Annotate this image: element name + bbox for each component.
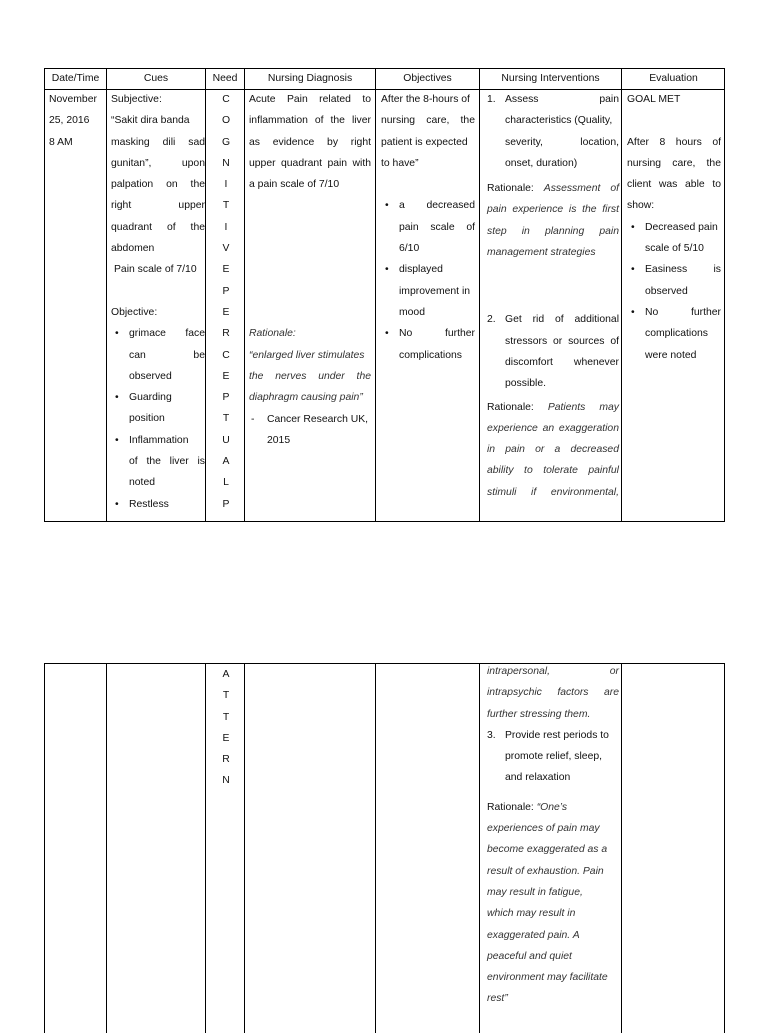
rationale-label: Rationale:: [249, 328, 296, 340]
need-letter: E: [222, 732, 230, 744]
objective-item: • Inflammation of the liver is noted: [111, 430, 205, 494]
rationale-text: experience an exaggeration: [487, 422, 619, 434]
cues-cell: [111, 89, 205, 515]
rationale-text: intrapsychic factors are: [487, 687, 619, 699]
rationale-text: intrapersonal, or: [487, 666, 619, 677]
rationale-text: peaceful and quiet: [487, 950, 572, 962]
rationale-text: step in planning pain: [487, 225, 619, 237]
date-line: 25, 2016: [49, 115, 90, 127]
column-divider: [621, 69, 622, 521]
evaluation-cell: [627, 89, 721, 366]
need-letter: I: [224, 221, 228, 233]
header-cues: Cues: [143, 73, 169, 84]
column-divider: [244, 69, 245, 521]
rationale-text: Rationale: Patients may: [487, 401, 619, 413]
objective-item: • Restless: [111, 494, 205, 515]
header-need: Need: [212, 73, 238, 84]
header-nursing-diagnosis: Nursing Diagnosis: [267, 73, 353, 84]
intervention-item: 3. Provide rest periods to promote relief, sleep, and relaxation: [487, 729, 609, 784]
subjective-text: palpation on the: [111, 179, 205, 191]
need-letter: R: [222, 754, 230, 766]
diagnosis-text: a pain scale of 7/10: [249, 179, 340, 191]
header-objectives: Objectives: [403, 73, 452, 84]
rationale-text: experiences of pain may: [487, 823, 600, 835]
need-letter: T: [222, 200, 230, 212]
column-divider: [106, 69, 107, 521]
rationale-text: which may result in: [487, 908, 576, 920]
evaluation-text: show:: [627, 200, 655, 212]
objective-goal-item: • a decreased pain scale of 6/10: [381, 195, 475, 259]
column-divider: [106, 664, 107, 1033]
subjective-text: gunitan”, upon: [111, 157, 205, 169]
subjective-text: right upper: [111, 200, 205, 212]
rationale-text: stimuli if environmental,: [487, 486, 619, 498]
objectives-text: to have”: [381, 157, 419, 169]
evaluation-text: nursing care, the: [627, 157, 721, 169]
need-letter: O: [221, 115, 231, 127]
rationale-text: further stressing them.: [487, 708, 591, 720]
need-letter: E: [222, 306, 230, 318]
rationale-text: rest”: [487, 993, 508, 1005]
column-divider: [244, 664, 245, 1033]
table-header-row: [45, 69, 724, 90]
column-divider: [479, 664, 480, 1033]
diagnosis-text: Acute Pain related to: [249, 94, 371, 105]
rationale-label: Rationale:: [487, 801, 534, 813]
need-letter: N: [222, 157, 230, 169]
need-letter: P: [222, 498, 230, 510]
rationale-text: “enlarged liver stimulates: [249, 349, 365, 361]
need-letter: R: [222, 328, 230, 340]
objectives-cell: [381, 89, 475, 366]
subjective-text: “Sakit dira banda: [111, 115, 190, 127]
rationale-text: result of exhaustion. Pain: [487, 865, 604, 877]
need-cell: [208, 89, 244, 515]
need-cell: [208, 664, 244, 792]
need-letter: E: [222, 370, 230, 382]
evaluation-item: • Easiness is observed: [627, 259, 721, 302]
need-letter: E: [222, 264, 230, 276]
interventions-cell: [487, 89, 619, 503]
objective-goal-item: • No further complications: [381, 323, 475, 366]
date-line: November: [49, 94, 97, 105]
need-letter: T: [222, 690, 230, 702]
rationale-label: Rationale:: [487, 401, 534, 413]
care-plan-table-1: [44, 68, 725, 522]
subjective-label: Subjective:: [111, 94, 162, 105]
rationale-text: environment may facilitate: [487, 972, 608, 984]
goal-status: GOAL MET: [627, 94, 681, 105]
need-letter: A: [222, 456, 230, 468]
subjective-text: quadrant of the: [111, 221, 205, 233]
need-letter: P: [222, 392, 230, 404]
need-letter: V: [222, 243, 230, 255]
need-letter: I: [224, 179, 228, 191]
need-letter: C: [222, 349, 230, 361]
column-divider: [479, 69, 480, 521]
objective-item: • Guarding position: [111, 387, 205, 430]
rationale-text: Rationale: Assessment of: [487, 183, 619, 195]
header-date-time: Date/Time: [51, 73, 100, 84]
rationale-text: diaphragm causing pain”: [249, 392, 363, 404]
need-letter: C: [222, 94, 230, 105]
rationale-text: Rationale: “One’s: [487, 801, 568, 813]
header-evaluation: Evaluation: [649, 73, 698, 84]
time-line: 8 AM: [49, 136, 73, 148]
rationale-text: ability to tolerate painful: [487, 465, 619, 477]
pain-scale-text: Pain scale of 7/10: [114, 264, 197, 276]
objective-goal-item: • displayed improvement in mood: [381, 259, 475, 323]
column-divider: [205, 69, 206, 521]
objectives-text: nursing care, the: [381, 115, 475, 127]
need-letter: P: [222, 285, 230, 297]
need-letter: G: [221, 136, 231, 148]
rationale-text: management strategies: [487, 247, 596, 259]
evaluation-item: • No further complications were noted: [627, 302, 721, 366]
rationale-text: may result in fatigue,: [487, 886, 583, 898]
date-time-cell: [49, 89, 105, 153]
need-letter: A: [222, 669, 230, 680]
need-letter: T: [222, 413, 230, 425]
rationale-text: in pain or a decreased: [487, 444, 619, 456]
objectives-text: patient is expected: [381, 136, 468, 148]
objective-item: • grimace face can be observed: [111, 323, 205, 387]
need-letter: T: [222, 711, 230, 723]
diagnosis-text: as evidence by right: [249, 136, 371, 148]
objective-label: Objective:: [111, 306, 158, 318]
rationale-text: the nerves under the: [249, 371, 371, 383]
evaluation-text: After 8 hours of: [627, 136, 721, 148]
need-letter: N: [222, 775, 230, 787]
need-letter: U: [222, 434, 230, 446]
rationale-text: pain experience is the first: [487, 204, 619, 216]
intervention-item: 1. Assess pain characteristics (Quality, severity, location, onset, duration): [487, 94, 619, 169]
objectives-text: After the 8-hours of: [381, 94, 470, 105]
intervention-item: 2. Get rid of additional stressors or sources of discomfort whenever possible.: [487, 314, 619, 390]
diagnosis-text: upper quadrant pain with: [249, 157, 371, 169]
care-plan-table-2: [44, 663, 725, 1033]
subjective-text: abdomen: [111, 243, 155, 255]
evaluation-text: client was able to: [627, 179, 721, 191]
column-divider: [205, 664, 206, 1033]
need-letter: L: [223, 477, 229, 489]
diagnosis-cell: [249, 89, 371, 451]
header-nursing-interventions: Nursing Interventions: [501, 73, 600, 84]
interventions-cell: [487, 661, 619, 1010]
evaluation-item: • Decreased pain scale of 5/10: [627, 217, 721, 260]
rationale-label: Rationale:: [487, 183, 534, 195]
column-divider: [375, 664, 376, 1033]
column-divider: [375, 69, 376, 521]
column-divider: [621, 664, 622, 1033]
subjective-text: masking dili sad: [111, 136, 205, 148]
rationale-text: exaggerated pain. A: [487, 929, 580, 941]
diagnosis-text: inflammation of the liver: [249, 115, 371, 127]
source-citation: - Cancer Research UK, 2015: [251, 413, 369, 446]
rationale-text: become exaggerated as a: [487, 844, 608, 856]
